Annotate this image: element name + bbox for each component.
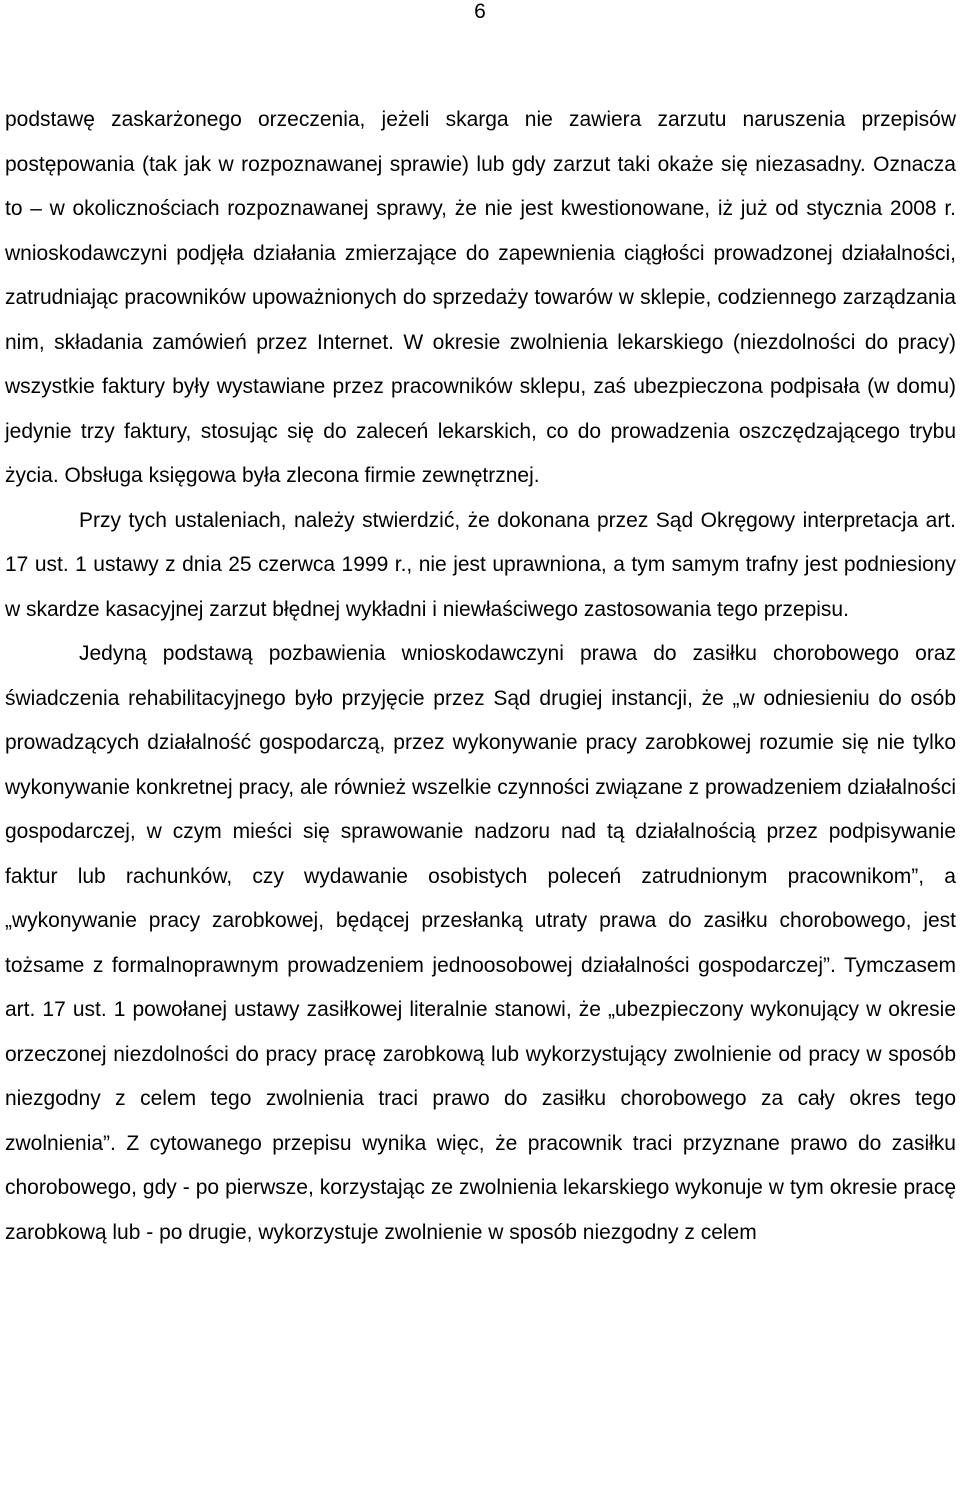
document-body <box>5 98 956 1255</box>
page-number: 6 <box>474 0 486 23</box>
paragraph-2: Przy tych ustaleniach, należy stwierdzić, że dokonana przez Sąd Okręgowy interpretacja art. 17 ust. 1 ustawy z dnia 25 czerwca 1999 r., nie jest uprawniona, a tym samym trafny jest podniesiony w skardze kasacyjnej zarzut błędnej wykładni i niewłaściwego zastosowania tego przepisu. <box>5 508 956 621</box>
paragraph-3: Jedyną podstawą pozbawienia wnioskodawczyni prawa do zasiłku chorobowego oraz świadczenia rehabilitacyjnego było przyjęcie przez Sąd drugiej instancji, że „w odniesieniu do osób prowadzących działalność gospodarczą, przez wykonywanie pracy zarobkowej rozumie się nie tylko wykonywanie konkretnej pracy, ale również wszelkie czynności związane z prowadzeniem działalności gospodarczej, w czym mieści się sprawowanie nadzoru nad tą działalnością przez podpisywanie faktur lub rachunków, czy wydawanie osobistych poleceń zatrudnionym pracownikom”, a „wykonywanie pracy zarobkowej, będącej przesłanką utraty prawa do zasiłku chorobowego, jest tożsame z formalnoprawnym prowadzeniem jednoosobowej działalności gospodarczej”. Tymczasem art. 17 ust. 1 powołanej ustawy zasiłkowej literalnie stanowi, że „ubezpieczony wykonujący w okresie orzeczonej niezdolności do pracy pracę zarobkową lub wykorzystujący zwolnienie od pracy w sposób niezgodny z celem tego zwolnienia traci prawo do zasiłku chorobowego za cały okres tego zwolnienia”. Z cytowanego przepisu wynika więc, że pracownik traci przyznane prawo do zasiłku chorobowego, gdy - po pierwsze, korzystając ze zwolnienia lekarskiego wykonuje w tym okresie pracę zarobkową lub - po drugie, wykorzystuje zwolnienie w sposób niezgodny z celem <box>5 642 956 1244</box>
paragraph-1: podstawę zaskarżonego orzeczenia, jeżeli skarga nie zawiera zarzutu naruszenia przepisów postępowania (tak jak w rozpoznawanej sprawie) lub gdy zarzut taki okaże się niezasadny. Oznacza to – w okolicznościach rozpoznawanej sprawy, że nie jest kwestionowane, iż już od stycznia 2008 r. wnioskodawczyni podjęła działania zmierzające do zapewnienia ciągłości prowadzonej działalności, zatrudniając pracowników upoważnionych do sprzedaży towarów w sklepie, codziennego zarządzania nim, składania zamówień przez Internet. W okresie zwolnienia lekarskiego (niezdolności do pracy) wszystkie faktury były wystawiane przez pracowników sklepu, zaś ubezpieczona podpisała (w domu) jedynie trzy faktury, stosując się do zaleceń lekarskich, co do prowadzenia oszczędzającego trybu życia. Obsługa księgowa była zlecona firmie zewnętrznej. <box>5 108 956 487</box>
